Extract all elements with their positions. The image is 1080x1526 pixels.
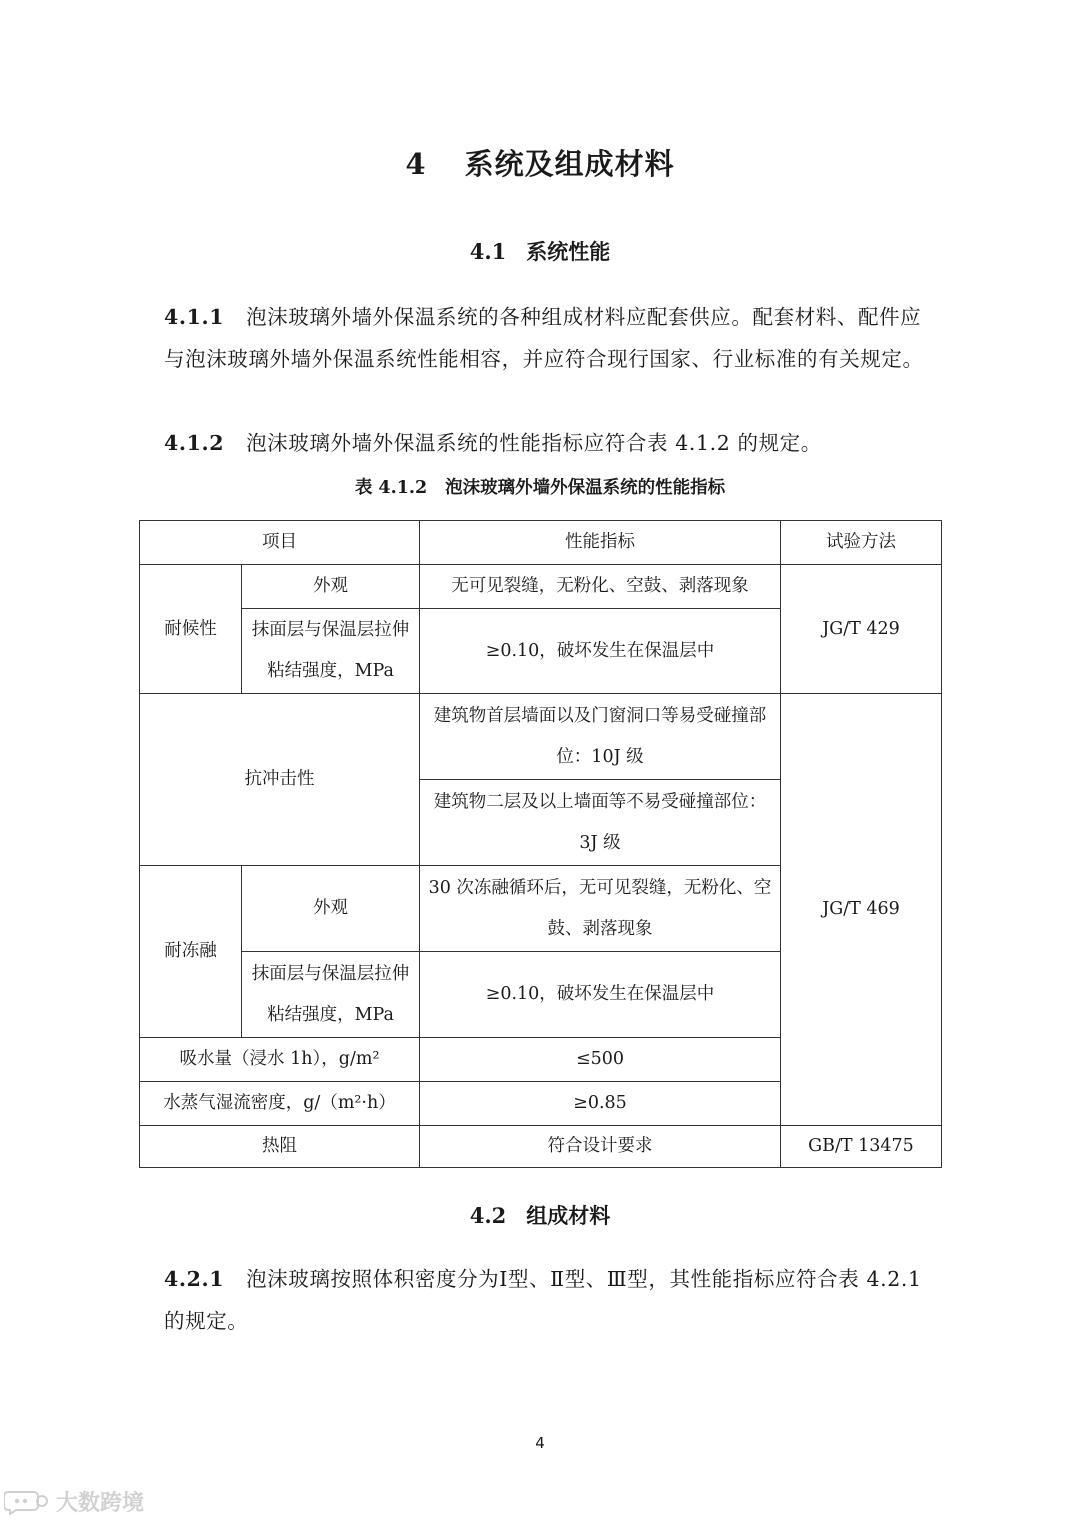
impact-spec-1: 建筑物首层墙面以及门窗洞口等易受碰撞部位：10J 级 bbox=[420, 694, 781, 780]
performance-table bbox=[139, 520, 942, 1168]
freeze-thaw-bond-spec: ≥0.10，破坏发生在保温层中 bbox=[420, 952, 781, 1038]
weathering-appearance-spec: 无可见裂缝，无粉化、空鼓、剥落现象 bbox=[420, 565, 781, 609]
water-absorption-label: 吸水量（浸水 1h），g/m² bbox=[140, 1038, 420, 1082]
freeze-thaw-appearance-spec: 30 次冻融循环后，无可见裂缝，无粉化、空鼓、剥落现象 bbox=[420, 866, 781, 952]
freeze-thaw-method: JG/T 469 bbox=[781, 694, 942, 1126]
vapor-spec: ≥0.85 bbox=[420, 1082, 781, 1126]
chapter-heading bbox=[0, 142, 1080, 183]
clause-text: 泡沫玻璃按照体积密度分为Ⅰ型、Ⅱ型、Ⅲ型，其性能指标应符合表 4.2.1 的规定。 bbox=[164, 1267, 922, 1333]
clause-number: 4.2.1 bbox=[164, 1267, 225, 1291]
impact-spec-2: 建筑物二层及以上墙面等不易受碰撞部位：3J 级 bbox=[420, 780, 781, 866]
clause-number: 4.1.1 bbox=[164, 305, 225, 329]
table-caption bbox=[0, 474, 1080, 499]
freeze-thaw-label: 耐冻融 bbox=[140, 866, 242, 1038]
chapter-title: 系统及组成材料 bbox=[464, 147, 675, 181]
table-header-row bbox=[140, 521, 942, 565]
weathering-bond-label: 抹面层与保温层拉伸粘结强度，MPa bbox=[242, 609, 420, 694]
impact-label: 抗冲击性 bbox=[140, 694, 420, 866]
thermal-method: GB/T 13475 bbox=[781, 1126, 942, 1168]
table-row bbox=[140, 1126, 942, 1168]
vapor-label: 水蒸气湿流密度，g/（m²·h） bbox=[140, 1082, 420, 1126]
freeze-thaw-appearance-label: 外观 bbox=[242, 866, 420, 952]
clause-text: 泡沫玻璃外墙外保温系统的各种组成材料应配套供应。配套材料、配件应与泡沫玻璃外墙外保温系统性能相容，并应符合现行国家、行业标准的有关规定。 bbox=[164, 305, 924, 371]
section-number: 4.1 bbox=[469, 239, 507, 264]
weathering-appearance-label: 外观 bbox=[242, 565, 420, 609]
section-number: 4.2 bbox=[469, 1203, 507, 1228]
weathering-method: JG/T 429 bbox=[781, 565, 942, 694]
table-row bbox=[140, 565, 942, 609]
table-caption-number: 表 4.1.2 bbox=[354, 478, 428, 498]
chat-bubble-logo-icon bbox=[4, 1489, 50, 1515]
header-spec: 性能指标 bbox=[420, 521, 781, 565]
table-caption-title: 泡沫玻璃外墙外保温系统的性能指标 bbox=[445, 478, 726, 498]
freeze-thaw-bond-label: 抹面层与保温层拉伸粘结强度，MPa bbox=[242, 952, 420, 1038]
weathering-bond-spec: ≥0.10，破坏发生在保温层中 bbox=[420, 609, 781, 694]
clause-text: 泡沫玻璃外墙外保温系统的性能指标应符合表 4.1.2 的规定。 bbox=[246, 431, 822, 455]
clause-4-1-1 bbox=[164, 296, 924, 380]
section-title: 系统性能 bbox=[526, 239, 611, 264]
thermal-spec: 符合设计要求 bbox=[420, 1126, 781, 1168]
watermark bbox=[4, 1486, 144, 1517]
clause-4-1-2 bbox=[164, 422, 924, 464]
section-heading-4-1 bbox=[0, 236, 1080, 266]
weathering-label: 耐候性 bbox=[140, 565, 242, 694]
section-title: 组成材料 bbox=[526, 1203, 611, 1228]
water-absorption-spec: ≤500 bbox=[420, 1038, 781, 1082]
clause-4-2-1 bbox=[164, 1258, 924, 1342]
chapter-number: 4 bbox=[405, 147, 427, 181]
page-number: 4 bbox=[535, 1434, 545, 1452]
section-heading-4-2 bbox=[0, 1200, 1080, 1230]
table-row bbox=[140, 694, 942, 780]
clause-number: 4.1.2 bbox=[164, 431, 225, 455]
watermark-text: 大数跨境 bbox=[56, 1491, 145, 1516]
header-item: 项目 bbox=[140, 521, 420, 565]
header-method: 试验方法 bbox=[781, 521, 942, 565]
thermal-label: 热阻 bbox=[140, 1126, 420, 1168]
